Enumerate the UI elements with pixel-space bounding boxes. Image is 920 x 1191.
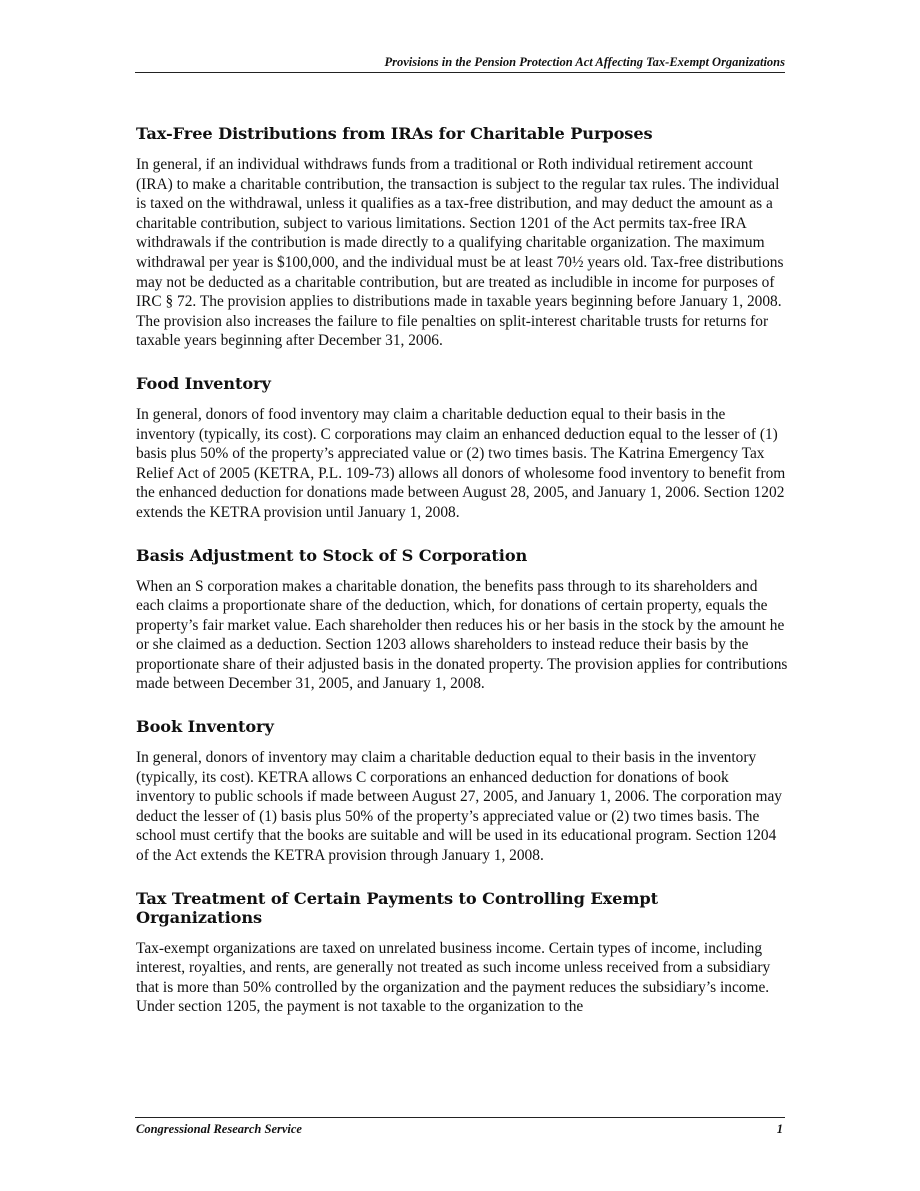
section-heading: Tax-Free Distributions from IRAs for Charitable Purposes — [136, 124, 653, 143]
section-s-corporation — [136, 546, 788, 695]
section-paragraph: In general, donors of food inventory may claim a charitable deduction equal to their basis in the inventory (typically, its cost). C corporations may claim an enhanced deduction equal to the lesser of (1) basis plus 50% of the property’s appreciated value or (2) two times basis. The Katrina Emergency Tax Relief Act of 2005 (KETRA, P.L. 109-73) allows all donors of wholesome food inventory to benefit from the enhanced deduction for donations made between August 28, 2005, and January 1, 2006. Section 1202 extends the KETRA provision until January 1, 2008. — [136, 405, 786, 521]
section-heading: Food Inventory — [136, 373, 271, 393]
section-heading: Tax Treatment of Certain Payments to Controlling Exempt Organizations — [136, 888, 658, 927]
section-paragraph: In general, if an individual withdraws funds from a traditional or Roth individual retirement account (IRA) to make a charitable contribution, the transaction is subject to the regular tax rules. The individual is taxed on the withdrawal, unless it qualifies as a tax-free distribution, and may deduct the amount as a charitable contribution, subject to various limitations. Section 1201 of the Act permits tax-free IRA withdrawals if the contribution is made directly to a qualifying charitable organization. The maximum withdrawal per year is $100,000, and the individual must be at least 70½ years old. Tax-free distributions may not be deducted as a charitable contribution, but are treated as includible in income for purposes of IRC § 72. The provision applies to distributions made in taxable years beginning before January 1, 2008. The provision also increases the failure to file penalties on split-interest charitable trusts for returns for taxable years beginning after December 31, 2006. — [136, 156, 784, 350]
section-controlling-payments — [136, 889, 788, 1017]
footer-divider — [135, 1117, 785, 1118]
section-paragraph: When an S corporation makes a charitable donation, the benefits pass through to its shareholders and each claims a proportionate share of the deduction, which, for donations of certain property, equals the property’s fair market value. Each shareholder then reduces his or her basis in the stock by the amount he or she claimed as a deduction. Section 1203 allows shareholders to instead reduce their basis by the proportionate share of their adjusted basis in the donated property. The provision applies for contributions made between December 31, 2005, and January 1, 2008. — [136, 577, 788, 693]
main-content — [136, 124, 788, 1040]
page-number: 1 — [776, 1122, 783, 1136]
header-divider — [135, 72, 785, 73]
section-ira-distributions — [136, 124, 788, 351]
section-paragraph: Tax-exempt organizations are taxed on unrelated business income. Certain types of income, including interest, royalties, and rents, are generally not treated as such income unless received from a subsidiary that is more than 50% controlled by the organization and the payment reduces the subsidiary’s income. Under section 1205, the payment is not taxable to the organization to the — [136, 939, 771, 1016]
section-heading: Basis Adjustment to Stock of S Corporation — [136, 545, 528, 565]
footer-source: Congressional Research Service — [136, 1122, 302, 1136]
running-header: Provisions in the Pension Protection Act Affecting Tax-Exempt Organizations — [384, 55, 785, 69]
section-food-inventory — [136, 374, 788, 523]
section-paragraph: In general, donors of inventory may claim a charitable deduction equal to their basis in the inventory (typically, its cost). KETRA allows C corporations an enhanced deduction for donations of book inventory to public schools if made between August 27, 2005, and January 1, 2006. The corporation may deduct the lesser of (1) basis plus 50% of the property’s appreciated value or (2) two times basis. The school must certify that the books are suitable and will be used in its educational program. Section 1204 of the Act extends the KETRA provision through January 1, 2008. — [136, 749, 782, 865]
section-heading: Book Inventory — [136, 717, 274, 737]
section-book-inventory — [136, 717, 788, 866]
